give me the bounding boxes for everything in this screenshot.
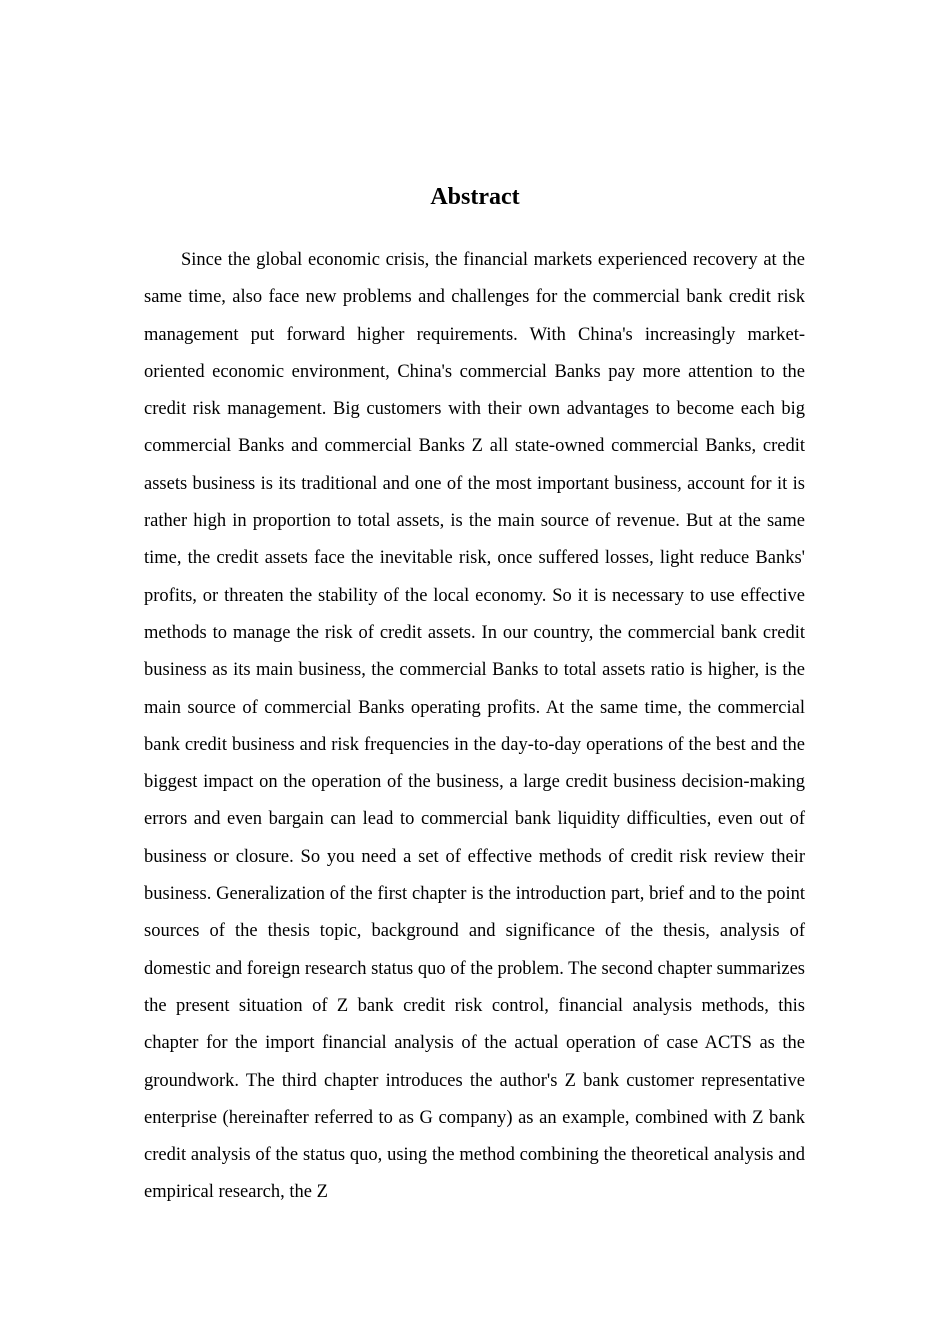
abstract-paragraph: Since the global economic crisis, the financial markets experienced recovery at the same time, also face new problems and challenges for the commercial bank credit risk management put forward higher requirements. With China's increasingly market-oriented economic environment, China's commercial Banks pay more attention to the credit risk management. Big customers with their own advantages to become each big commercial Banks and commercial Banks Z all state-owned commercial Banks, credit assets business is its traditional and one of the most important business, account for it is rather high in proportion to total assets, is the main source of revenue. But at the same time, the credit assets face the inevitable risk, once suffered losses, light reduce Banks' profits, or threaten the stability of the local economy. So it is necessary to use effective methods to manage the risk of credit assets. In our country, the commercial bank credit business as its main business, the commercial Banks to total assets ratio is higher, is the main source of commercial Banks operating profits. At the same time, the commercial bank credit business and risk frequencies in the day-to-day operations of the best and the biggest impact on the operation of the business, a large credit business decision-making errors and even bargain can lead to commercial bank liquidity difficulties, even out of business or closure. So you need a set of effective methods of credit risk review their business. Generalization of the first chapter is the introduction part, brief and to the point sources of the thesis topic, background and significance of the thesis, analysis of domestic and foreign research status quo of the problem. The second chapter summarizes the present situation of Z bank credit risk control, financial analysis methods, this chapter for the import financial analysis of the actual operation of case ACTS as the groundwork. The third chapter introduces the author's Z bank customer representative enterprise (hereinafter referred to as G company) as an example, combined with Z bank credit analysis of the status quo, using the method combining the theoretical analysis and empirical research, the Z xyxy=(144,250,805,1203)
abstract-title: Abstract xyxy=(430,184,520,210)
